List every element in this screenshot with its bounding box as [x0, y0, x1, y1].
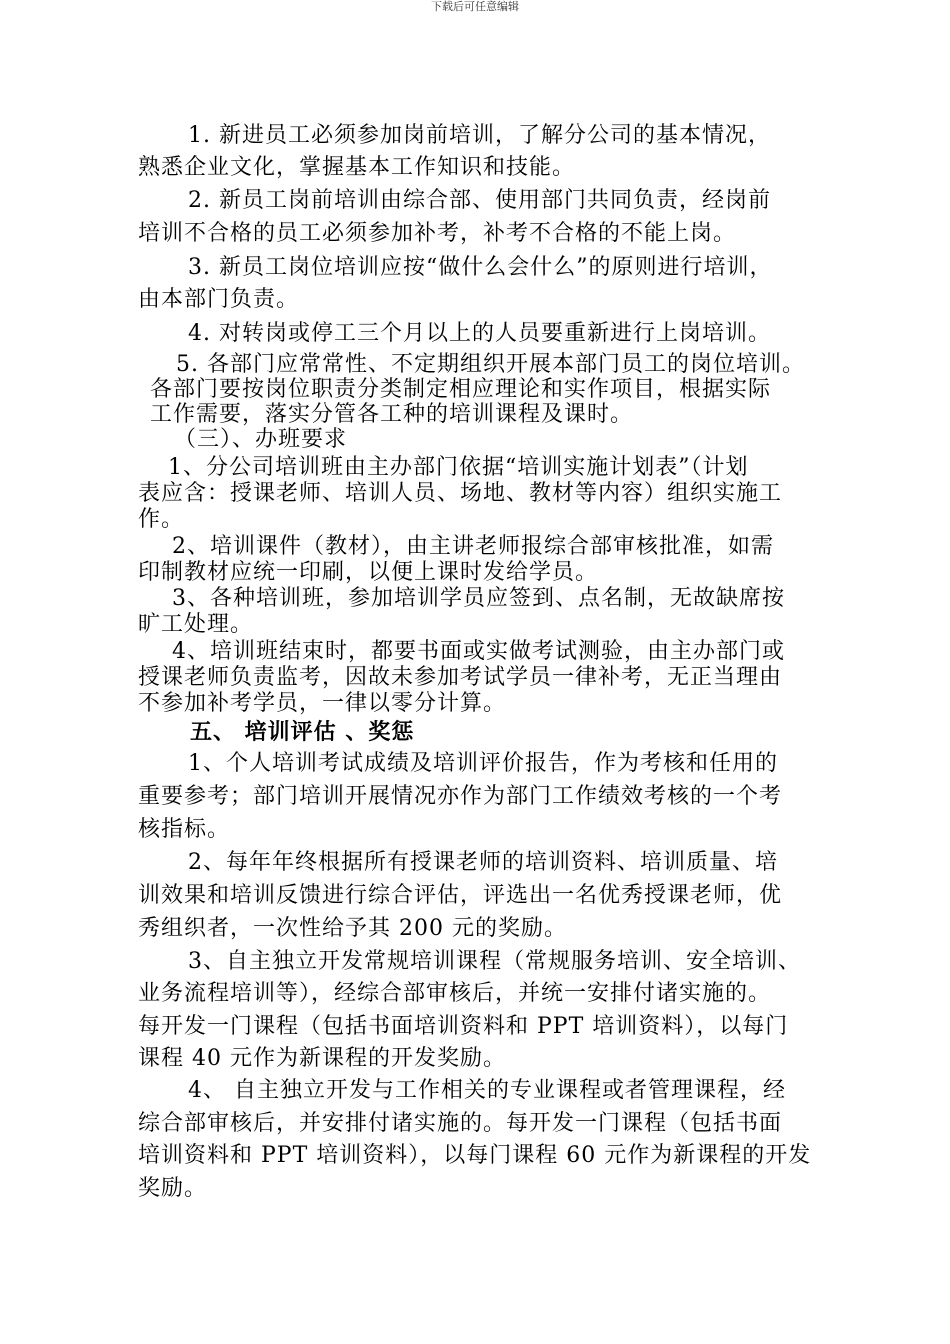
paragraph-line: 1、个人培训考试成绩及培训评价报告，作为考核和任用的: [188, 751, 778, 776]
paragraph-line: 各部门要按岗位职责分类制定相应理论和实作项目，根据实际: [150, 377, 772, 402]
paragraph-line: 每开发一门课程（包括书面培训资料和 PPT 培训资料），以每门: [138, 1014, 789, 1039]
paragraph-line: 秀组织者，一次性给予其 200 元的奖励。: [138, 916, 567, 941]
paragraph-line: 2、每年年终根据所有授课老师的培训资料、培训质量、培: [188, 850, 778, 875]
paragraph-line: 5. 各部门应常常性、不定期组织开展本部门员工的岗位培训。: [176, 352, 805, 377]
paragraph-line: 不参加补考学员，一律以零分计算。: [138, 691, 507, 716]
paragraph-line: 4、培训班结束时，都要书面或实做考试测验，由主办部门或: [172, 639, 785, 664]
paragraph-line: 1、分公司培训班由主办部门依据“培训实施计划表”（计划: [168, 455, 749, 480]
paragraph-line: 印制教材应统一印刷，以便上课时发给学员。: [138, 560, 599, 585]
paragraph-line: 熟悉企业文化，掌握基本工作知识和技能。: [138, 155, 576, 180]
paragraph-line: 重要参考；部门培训开展情况亦作为部门工作绩效考核的一个考: [138, 784, 783, 809]
paragraph-line: 奖励。: [138, 1176, 208, 1201]
header-note: 下载后可任意编辑: [431, 0, 519, 13]
paragraph-line: 授课老师负责监考，因故未参加考试学员一律补考，无正当理由: [138, 665, 783, 690]
section-heading: 五、 培训评估 、奖惩: [190, 719, 415, 745]
paragraph-line: 表应含：授课老师、培训人员、场地、教材等内容）组织实施工: [138, 481, 783, 506]
paragraph-line: 课程 40 元作为新课程的开发奖励。: [138, 1046, 506, 1071]
paragraph-line: 3、自主独立开发常规培训课程（常规服务培训、安全培训、: [188, 949, 801, 974]
paragraph-line: 由本部门负责。: [138, 287, 300, 312]
paragraph-line: 4、 自主独立开发与工作相关的专业课程或者管理课程，经: [188, 1078, 786, 1103]
paragraph-line: 1. 新进员工必须参加岗前培训，了解分公司的基本情况，: [188, 123, 771, 148]
paragraph-line: 工作需要，落实分管各工种的培训课程及课时。: [150, 402, 634, 427]
paragraph-line: 业务流程培训等），经综合部审核后，并统一安排付诸实施的。: [138, 981, 772, 1006]
paragraph-line: 培训资料和 PPT 培训资料），以每门课程 60 元作为新课程的开发: [138, 1143, 812, 1168]
paragraph-line: 作。: [138, 507, 185, 532]
paragraph-line: 训效果和培训反馈进行综合评估，评选出一名优秀授课老师，优: [138, 883, 783, 908]
paragraph-line: 培训不合格的员工必须参加补考，补考不合格的不能上岗。: [138, 221, 737, 246]
paragraph-line: 核指标。: [138, 817, 231, 842]
paragraph-line: 综合部审核后，并安排付诸实施的。每开发一门课程（包括书面: [138, 1111, 783, 1136]
paragraph-line: 2、培训课件（教材），由主讲老师报综合部审核批准，如需: [172, 534, 774, 559]
paragraph-line: 3、各种培训班，参加培训学员应签到、点名制，无故缺席按: [172, 586, 785, 611]
paragraph-line: 2. 新员工岗前培训由综合部、使用部门共同负责，经岗前: [188, 188, 771, 213]
paragraph-line: 3. 新员工岗位培训应按“做什么会什么”的原则进行培训，: [188, 255, 773, 280]
section-heading: （三）、办班要求: [174, 427, 348, 452]
paragraph-line: 旷工处理。: [138, 612, 254, 637]
paragraph-line: 4. 对转岗或停工三个月以上的人员要重新进行上岗培训。: [188, 321, 771, 346]
